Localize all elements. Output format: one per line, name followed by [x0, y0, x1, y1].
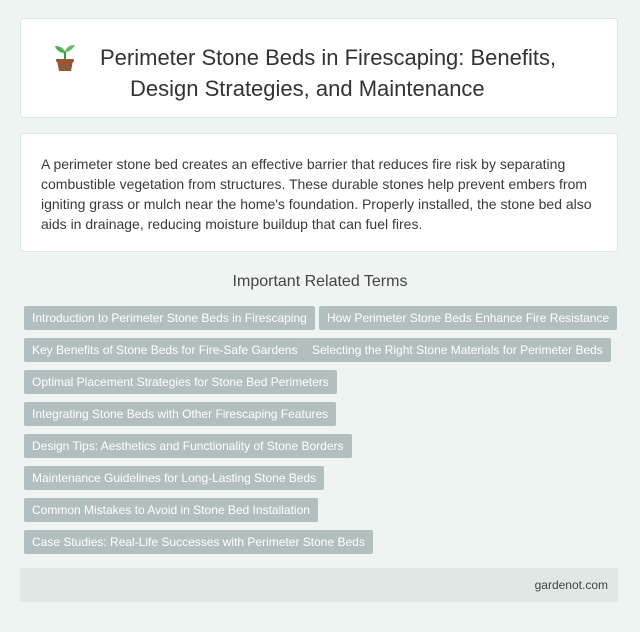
term-tag-design-tips[interactable]: Design Tips: Aesthetics and Functionality of Stone Borders: [24, 434, 352, 458]
term-tag-key-benefits[interactable]: Key Benefits of Stone Beds for Fire-Safe Gardens: [24, 338, 305, 362]
intro-paragraph: A perimeter stone bed creates an effective barrier that reduces fire risk by separating combustible vegetation from structures. These durable stones help prevent embers from igniting grass or mulch near the home's foundation. Properly installed, the stone bed also aids in drainage, reducing moisture buildup that can fuel fires.: [41, 156, 592, 232]
term-tag-placement-strategies[interactable]: Optimal Placement Strategies for Stone Bed Perimeters: [24, 370, 337, 394]
footer: [20, 568, 618, 602]
sprout-icon: [52, 44, 78, 72]
term-tag-maintenance[interactable]: Maintenance Guidelines for Long-Lasting Stone Beds: [24, 466, 324, 490]
term-tag-common-mistakes[interactable]: Common Mistakes to Avoid in Stone Bed Installation: [24, 498, 318, 522]
term-tag-integrating[interactable]: Integrating Stone Beds with Other Firescaping Features: [24, 402, 336, 426]
footer-site-link[interactable]: gardenot.com: [534, 578, 608, 592]
term-tag-stone-materials[interactable]: Selecting the Right Stone Materials for Perimeter Beds: [304, 338, 611, 362]
page-title-line-1: Perimeter Stone Beds in Firescaping: Benefits,: [100, 45, 557, 70]
page-title-line-2: Design Strategies, and Maintenance: [130, 76, 485, 101]
term-tag-introduction[interactable]: Introduction to Perimeter Stone Beds in Firescaping: [24, 306, 315, 330]
page-title: [100, 42, 600, 104]
intro-card: [20, 133, 618, 252]
term-tag-fire-resistance[interactable]: How Perimeter Stone Beds Enhance Fire Resistance: [319, 306, 617, 330]
term-tag-case-studies[interactable]: Case Studies: Real-Life Successes with Perimeter Stone Beds: [24, 530, 373, 554]
related-terms-heading: Important Related Terms: [232, 273, 408, 290]
